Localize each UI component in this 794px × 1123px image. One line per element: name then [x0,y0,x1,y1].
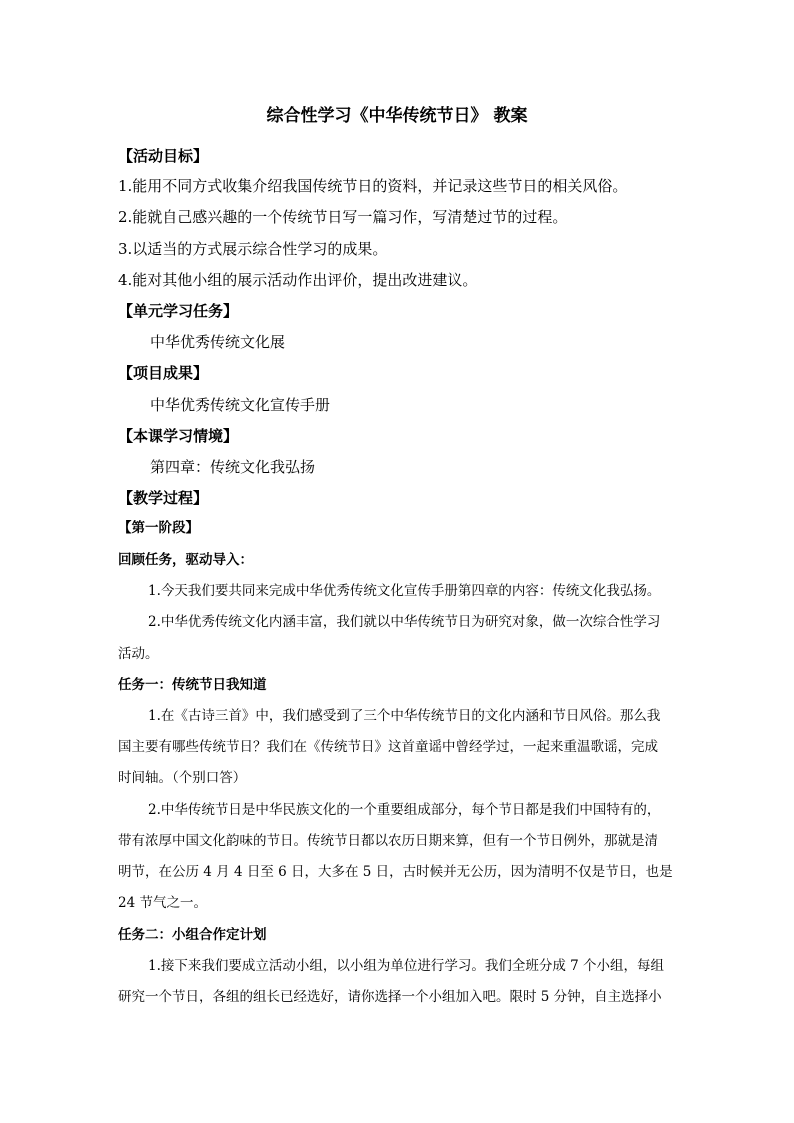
task1-para1-line3: 时间轴。（个别口答） [118,770,247,786]
project-result-heading: 【项目成果】 [118,364,209,382]
document-title: 综合性学习《中华传统节日》 教案 [266,106,528,126]
task1-para2-line4: 24 节气之一。 [118,895,207,911]
review-item-2-line2: 活动。 [118,646,159,662]
context-heading: 【本课学习情境】 [118,427,239,445]
task2-para1-line2: 研究一个节日，各组的组长已经选好，请你选择一个小组加入吧。限时 5 分钟，自主选择小 [118,989,662,1005]
task1-para2-line3: 明节，在公历 4 月 4 日至 6 日，大多在 5 日，古时候并无公历，因为清明不仅是节日，也是 [118,864,673,880]
goal-item-2: 2.能就自己感兴趣的一个传统节日写一篇习作，写清楚过节的过程。 [118,208,568,226]
goal-item-1: 1.能用不同方式收集介绍我国传统节日的资料，并记录这些节日的相关风俗。 [118,177,628,195]
goal-item-3: 3.以适当的方式展示综合性学习的成果。 [118,240,388,258]
goals-heading: 【活动目标】 [118,147,209,165]
task1-para2-line1: 2.中华传统节日是中华民族文化的一个重要组成部分，每个节日都是我们中国特有的， [148,802,661,818]
task1-para1-line1: 1.在《古诗三首》中，我们感受到了三个中华传统节日的文化内涵和节日风俗。那么我 [148,708,661,724]
unit-task-heading: 【单元学习任务】 [118,302,239,320]
review-item-1: 1.今天我们要共同来完成中华优秀传统文化宣传手册第四章的内容：传统文化我弘扬。 [148,583,661,599]
task2-para1-line1: 1.接下来我们要成立活动小组，以小组为单位进行学习。我们全班分成 7 个小组，每组 [148,958,665,974]
task2-heading: 任务二：小组合作定计划 [118,927,267,943]
task1-para2-line2: 带有浓厚中国文化韵味的节日。传统节日都以农历日期来算，但有一个节日例外，那就是清 [118,833,658,849]
process-heading: 【教学过程】 [118,489,209,507]
review-heading: 回顾任务，驱动导入： [118,552,253,568]
task1-heading: 任务一：传统节日我知道 [118,677,267,693]
review-item-2-line1: 2.中华优秀传统文化内涵丰富，我们就以中华传统节日为研究对象，做一次综合性学习 [148,614,661,630]
unit-task-text: 中华优秀传统文化展 [150,333,286,351]
context-text: 第四章：传统文化我弘扬 [150,458,316,476]
task1-para1-line2: 国主要有哪些传统节日？我们在《传统节日》这首童谣中曾经学过，一起来重温歌谣，完成 [118,739,658,755]
goal-item-4: 4.能对其他小组的展示活动作出评价，提出改进建议。 [118,271,478,289]
stage1-heading: 【第一阶段】 [118,520,199,536]
project-result-text: 中华优秀传统文化宣传手册 [150,396,331,414]
